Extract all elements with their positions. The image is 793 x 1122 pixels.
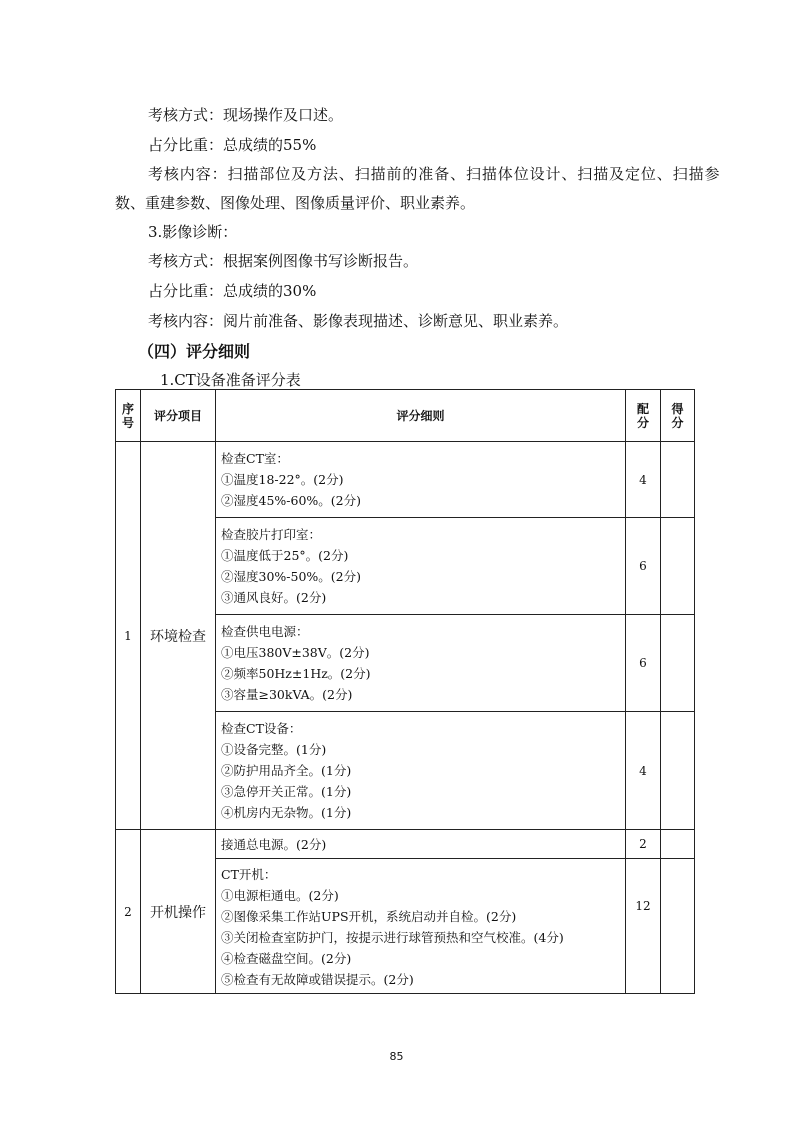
section-heading: （四）评分细则 (138, 342, 251, 361)
scoring-table (115, 389, 695, 994)
paragraph-line: 数、重建参数、图像处理、图像质量评价、职业素养。 (115, 194, 476, 212)
points-cell: 12 (626, 859, 661, 994)
row-project: 开机操作 (141, 830, 216, 994)
paragraph-line: 考核内容：阅片前准备、影像表现描述、诊断意见、职业素养。 (148, 312, 569, 330)
score-cell[interactable] (661, 830, 695, 859)
score-cell[interactable] (661, 615, 695, 712)
row-number: 1 (116, 442, 141, 830)
rule-cell: CT开机： ①电源柜通电。(2分) ②图像采集工作站UPS开机，系统启动并自检。(2分) ③关闭检查室防护门，按提示进行球管预热和空气校准。(4分) ④检查磁盘空间。(2分) ⑤检查有无故障或错误提示。(2分) (216, 859, 626, 994)
rule-cell: 接通总电源。(2分) (216, 830, 626, 859)
paragraph-line: 考核方式：现场操作及口述。 (148, 106, 344, 124)
paragraph-line: 考核内容：扫描部位及方法、扫描前的准备、扫描体位设计、扫描及定位、扫描参 (148, 165, 721, 183)
points-cell: 6 (626, 518, 661, 615)
points-cell: 2 (626, 830, 661, 859)
header-project: 评分项目 (141, 390, 216, 442)
row-number: 2 (116, 830, 141, 994)
rule-cell: 检查CT设备： ①设备完整。(1分) ②防护用品齐全。(1分) ③急停开关正常。(1分) ④机房内无杂物。(1分) (216, 712, 626, 830)
paragraph-line: 3.影像诊断： (148, 223, 238, 241)
header-points: 配 分 (626, 390, 661, 442)
header-no: 序 号 (116, 390, 141, 442)
rule-cell: 检查胶片打印室： ①温度低于25°。(2分) ②湿度30%-50%。(2分) ③通风良好。(2分) (216, 518, 626, 615)
header-score: 得 分 (661, 390, 695, 442)
paragraph-line: 占分比重：总成绩的30% (148, 282, 317, 300)
points-cell: 4 (626, 712, 661, 830)
header-rules: 评分细则 (216, 390, 626, 442)
points-cell: 6 (626, 615, 661, 712)
score-cell[interactable] (661, 442, 695, 518)
table-header-row (116, 390, 695, 442)
paragraph-line: 考核方式：根据案例图像书写诊断报告。 (148, 252, 419, 270)
rule-cell: 检查供电电源： ①电压380V±38V。(2分) ②频率50Hz±1Hz。(2分) ③容量≥30kVA。(2分) (216, 615, 626, 712)
rule-cell: 检查CT室： ①温度18-22°。(2分) ②湿度45%-60%。(2分) (216, 442, 626, 518)
score-cell[interactable] (661, 518, 695, 615)
table-row (116, 830, 695, 859)
table-caption: 1.CT设备准备评分表 (160, 371, 301, 389)
row-project: 环境检查 (141, 442, 216, 830)
paragraph-line: 占分比重：总成绩的55% (148, 136, 317, 154)
table-row (116, 442, 695, 518)
score-cell[interactable] (661, 859, 695, 994)
score-cell[interactable] (661, 712, 695, 830)
page-number: 85 (389, 1050, 404, 1063)
points-cell: 4 (626, 442, 661, 518)
